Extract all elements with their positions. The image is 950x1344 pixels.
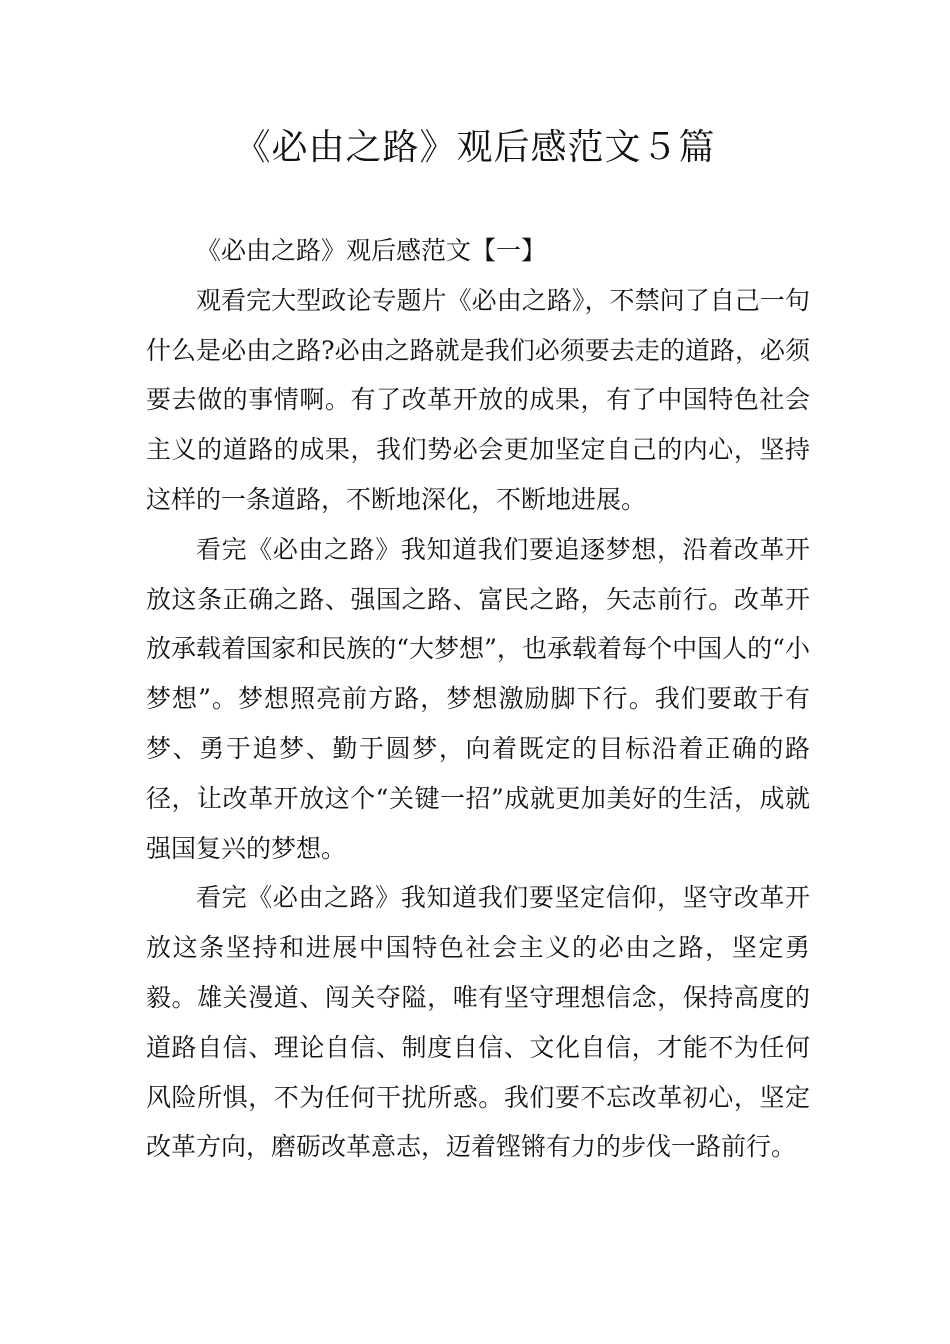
section-heading: 《必由之路》观后感范文【一】 — [196, 236, 547, 265]
paragraph-1: 观看完大型政论专题片《必由之路》，不禁问了自己一句什么是必由之路?必由之路就是我们必须要去走的道路，必须要去做的事情啊。有了改革开放的成果，有了中国特色社会主义的道路的成果，我们势必会更加坚定自己的内心，坚持这样的一条道路，不断地深化，不断地进展。 — [146, 285, 810, 514]
paragraph-2: 看完《必由之路》我知道我们要追逐梦想，沿着改革开放这条正确之路、强国之路、富民之路，矢志前行。改革开放承载着国家和民族的“大梦想”，也承载着每个中国人的“小梦想”。梦想照亮前方路，梦想激励脚下行。我们要敢于有梦、勇于追梦、勤于圆梦，向着既定的目标沿着正确的路径，让改革开放这个“关键一招”成就更加美好的生活，成就强国复兴的梦想。 — [146, 534, 810, 863]
document-body — [146, 226, 810, 1172]
paragraph-3: 看完《必由之路》我知道我们要坚定信仰，坚守改革开放这条坚持和进展中国特色社会主义的必由之路，坚定勇毅。雄关漫道、闯关夺隘，唯有坚守理想信念，保持高度的道路自信、理论自信、制度自信、文化自信，才能不为任何风险所惧，不为任何干扰所惑。我们要不忘改革初心，坚定改革方向，磨砺改革意志，迈着铿锵有力的步伐一路前行。 — [146, 883, 810, 1162]
document-title: 《必由之路》观后感范文５篇 — [234, 127, 716, 168]
